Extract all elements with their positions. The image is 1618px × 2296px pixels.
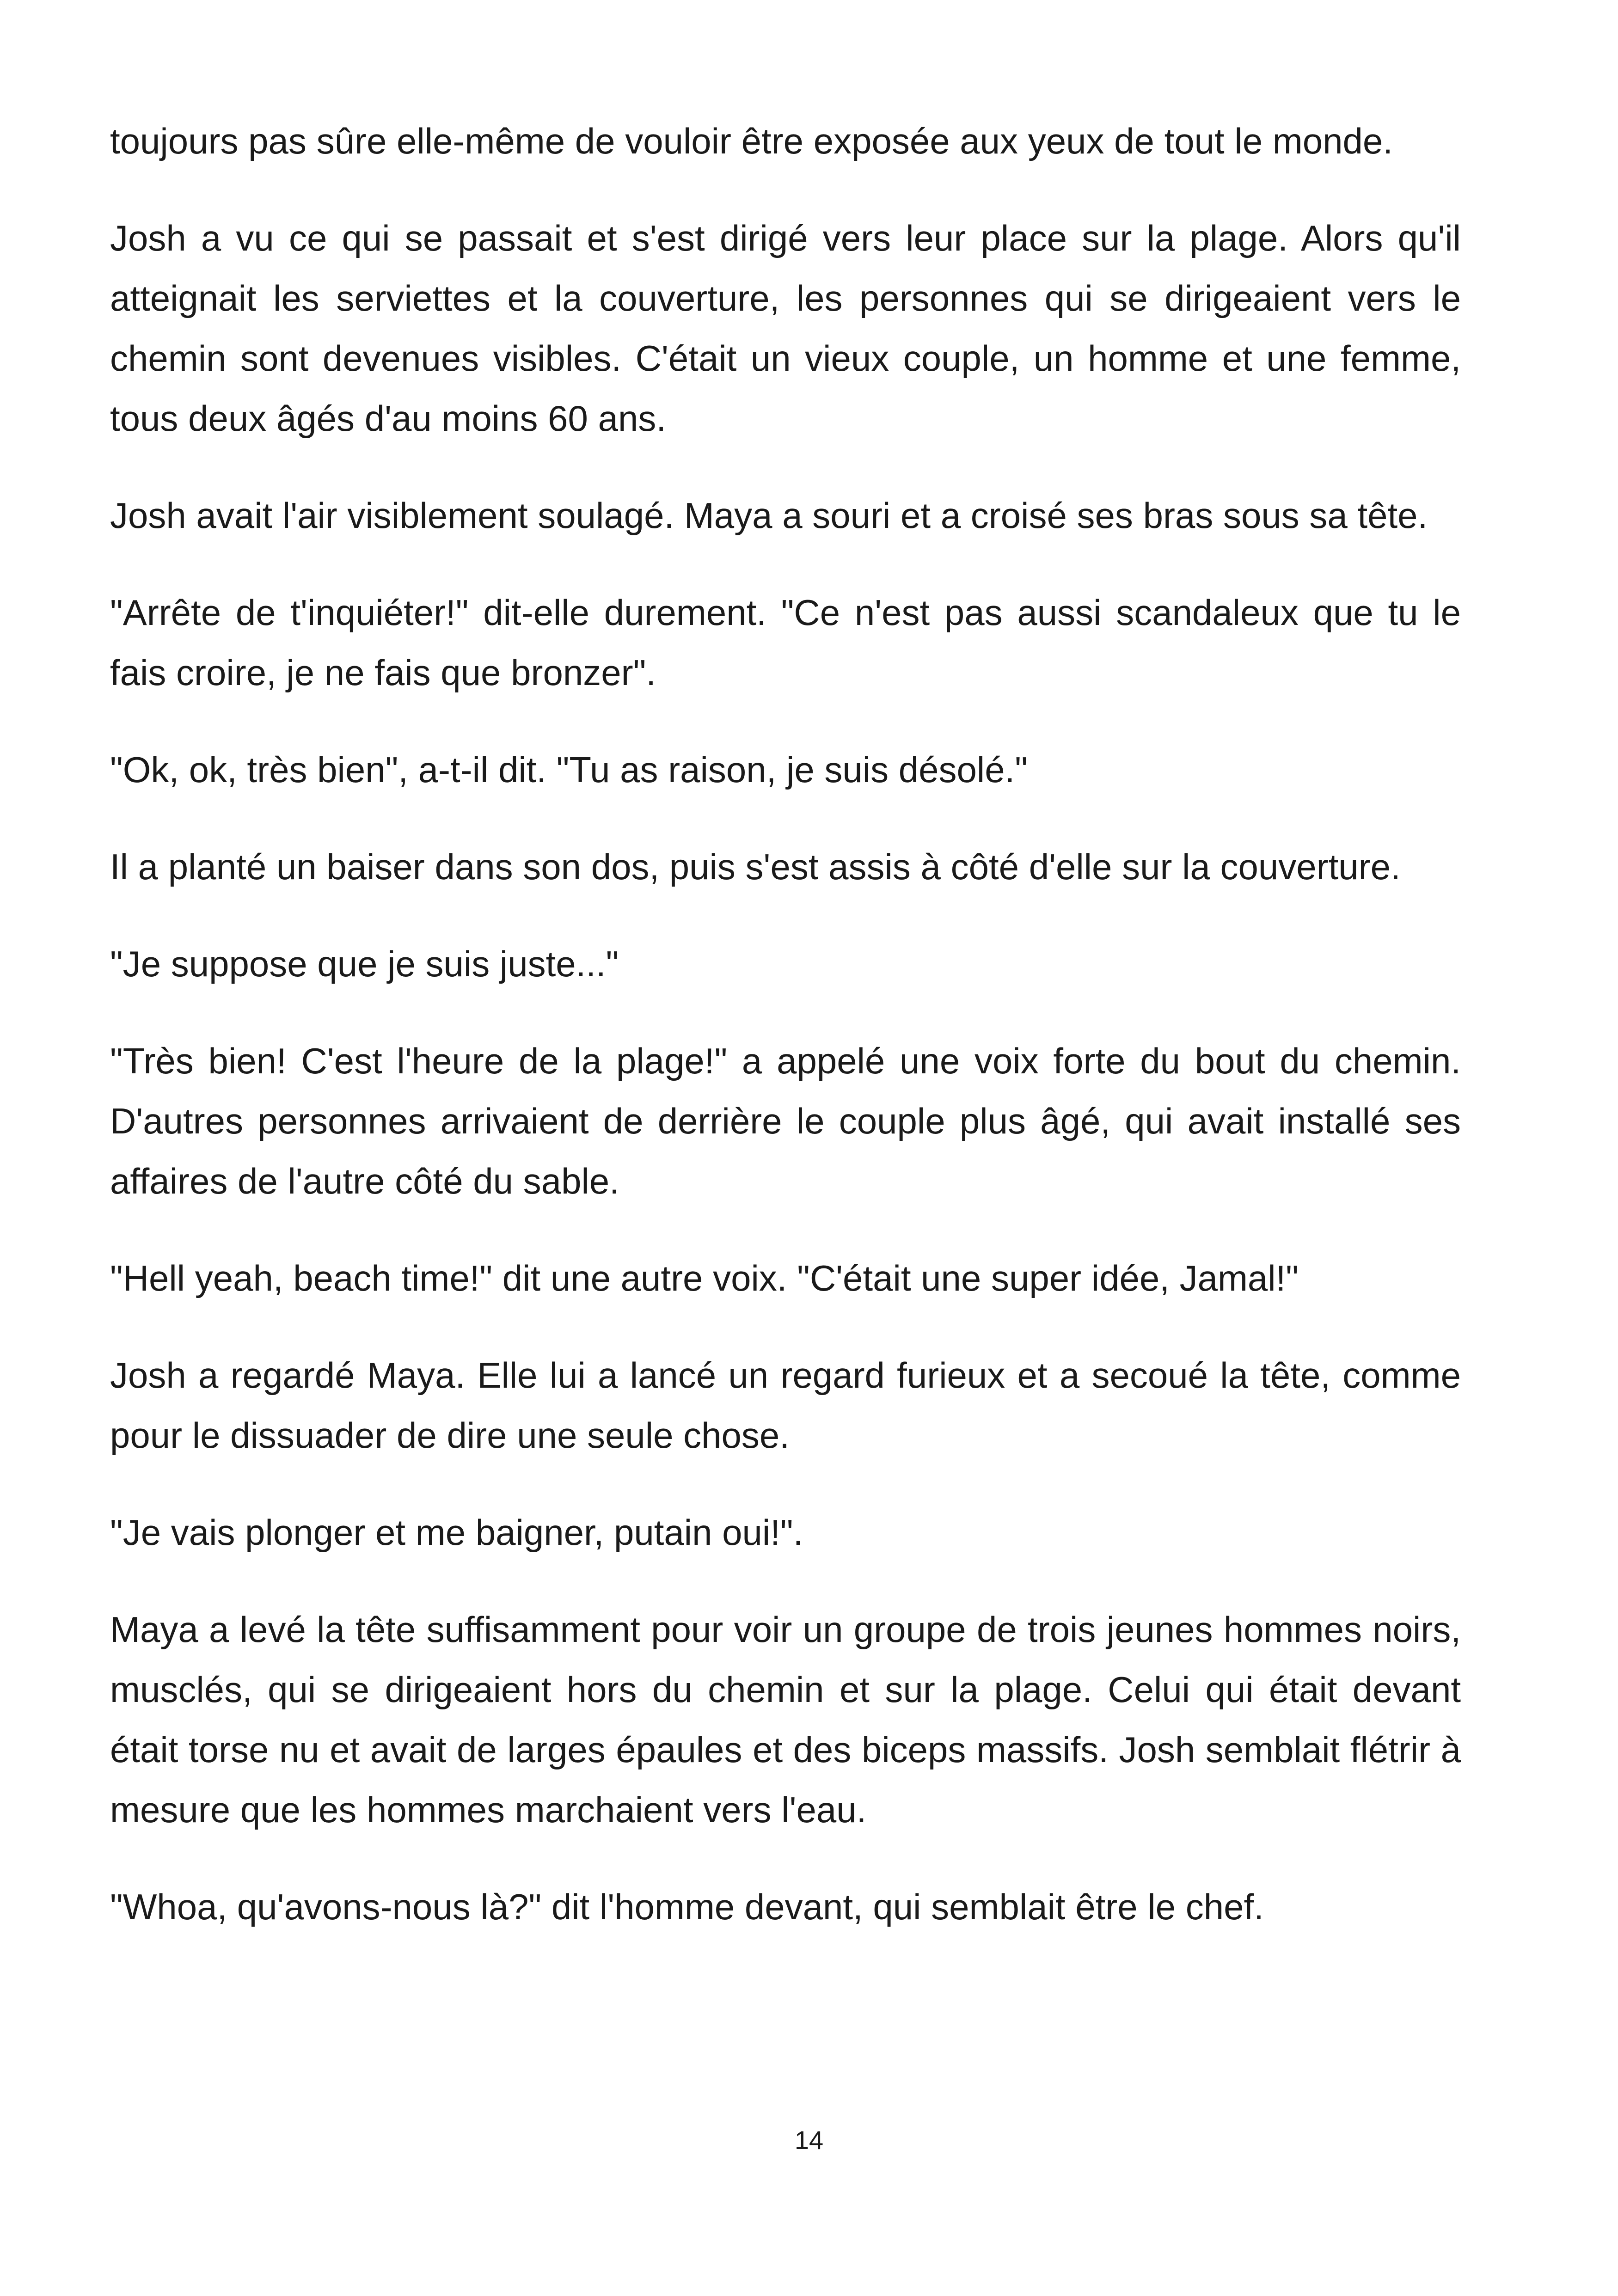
paragraph: Il a planté un baiser dans son dos, puis s'est assis à côté d'elle sur la couverture. [110,846,1401,887]
paragraph: "Je suppose que je suis juste..." [110,943,619,984]
paragraph: toujours pas sûre elle-même de vouloir être exposée aux yeux de tout le monde. [110,121,1393,161]
paragraph: "Ok, ok, très bien", a-t-il dit. "Tu as raison, je suis désolé." [110,749,1028,790]
page-number: 14 [794,2125,824,2155]
paragraph: "Whoa, qu'avons-nous là?" dit l'homme devant, qui semblait être le chef. [110,1886,1264,1927]
paragraph: "Arrête de t'inquiéter!" dit-elle durement. "Ce n'est pas aussi scandaleux que tu le fais croire, je ne fais que bronzer". [110,592,1461,693]
paragraph: Josh a regardé Maya. Elle lui a lancé un regard furieux et a secoué la tête, comme pour le dissuader de dire une seule chose. [110,1355,1461,1456]
paragraph: Josh avait l'air visiblement soulagé. Maya a souri et a croisé ses bras sous sa tête. [110,495,1428,536]
text-body [110,111,1461,1974]
paragraph: Maya a levé la tête suffisamment pour voir un groupe de trois jeunes hommes noirs, musclés, qui se dirigeaient hors du chemin et sur la plage. Celui qui était devant était torse nu et avait de larges épaules et des biceps massifs. Josh semblait flétrir à mesure que les hommes marchaient vers l'eau. [110,1609,1461,1830]
paragraph: "Je vais plonger et me baigner, putain oui!". [110,1512,803,1553]
paragraph: "Très bien! C'est l'heure de la plage!" a appelé une voix forte du bout du chemin. D'autres personnes arrivaient de derrière le couple plus âgé, qui avait installé ses affaires de l'autre côté du sable. [110,1041,1461,1201]
paragraph: "Hell yeah, beach time!" dit une autre voix. "C'était une super idée, Jamal!" [110,1258,1299,1298]
paragraph: Josh a vu ce qui se passait et s'est dirigé vers leur place sur la plage. Alors qu'il atteignait les serviettes et la couverture, les personnes qui se dirigeaient vers le chemin sont devenues visibles. C'était un vieux couple, un homme et une femme, tous deux âgés d'au moins 60 ans. [110,218,1461,439]
